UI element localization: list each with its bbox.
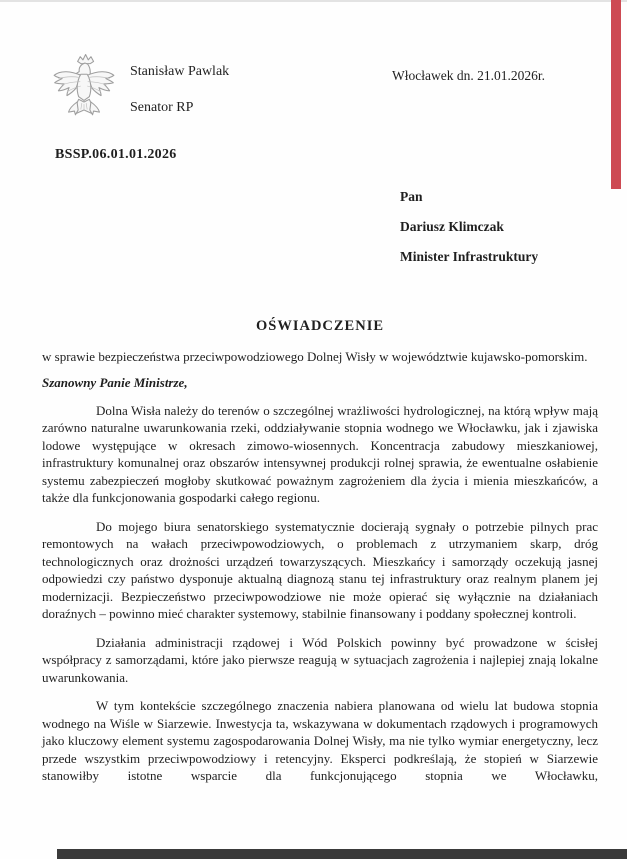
recipient-name: Dariusz Klimczak xyxy=(400,219,504,234)
recipient-salutation: Pan xyxy=(400,189,423,204)
scan-top-edge-line xyxy=(0,0,627,2)
polish-eagle-emblem-icon xyxy=(52,52,116,136)
scan-bottom-edge-bar xyxy=(57,849,627,859)
letter-greeting: Szanowny Panie Ministrze, xyxy=(42,375,188,390)
paragraph-4: W tym kontekście szczególnego znaczenia nabiera planowana od wielu lat budowa stopnia wodnego na Wiśle w Siarzewie. Inwestycja ta, wskazywana w dokumentach rządowych i programowych jako kluczowy element systemu zagospodarowania Dolnej Wisły, ma nie tylko wymiar energetyczny, lecz przede wszystkim przeciwpowodziowy i retencyjny. Eksperci podkreślają, że stopień w Siarzewie stanowiłby istotne wsparcie dla funkcjonującego stopnia we Włocławku, xyxy=(42,698,598,783)
letter-body xyxy=(42,318,598,785)
paragraph-2: Do mojego biura senatorskiego systematycznie docierają sygnały o potrzebie pilnych prac remontowych na wałach przeciwpowodziowych, o problemach z utrzymaniem skarp, dróg technologicznych oraz drożności urządzeń towarzyszących. Mieszkańcy i samorządy oczekują jasnej odpowiedzi czy państwo dysponuje aktualną diagnozą stanu tej infrastruktury oraz realnym planem jej modernizacji. Bezpieczeństwo przeciwpowodziowe nie może opierać się wyłącznie na działaniach doraźnych – powinno mieć charakter systemowy, stabilnie finansowany i poddany społecznej kontroli. xyxy=(42,518,598,621)
red-margin-bar xyxy=(611,0,621,189)
recipient-block xyxy=(400,182,538,272)
letter-subject: w sprawie bezpieczeństwa przeciwpowodziowego Dolnej Wisły w województwie kujawsko-pomorskim. xyxy=(42,348,588,364)
letter-title: OŚWIADCZENIE xyxy=(255,318,385,334)
place-and-date: Włocławek dn. 21.01.2026r. xyxy=(392,68,545,83)
sender-name: Stanisław Pawlak xyxy=(130,64,230,79)
reference-number: BSSP.06.01.01.2026 xyxy=(55,147,177,162)
paragraph-1: Dolna Wisła należy do terenów o szczególnej wrażliwości hydrologicznej, na którą wpływ mają zarówno naturalne uwarunkowania rzeki, oddziaływanie stopnia wodnego we Włocławku, jak i zjawiska lodowe występujące w okresach zimowo-wiosennych. Koncentracja zabudowy mieszkaniowej, infrastruktury komunalnej oraz obszarów intensywnej produkcji rolnej sprawia, że ewentualne osłabienie systemu zabezpieczeń mogłoby skutkować poważnym zagrożeniem dla życia i mienia mieszkańców, a także dla funkcjonowania gospodarki całego regionu. xyxy=(42,402,598,505)
sender-title: Senator RP xyxy=(130,100,194,115)
recipient-position: Minister Infrastruktury xyxy=(400,249,539,264)
paragraph-3: Działania administracji rządowej i Wód Polskich powinny być prowadzone w ścisłej współpracy z samorządami, które jako pierwsze reagują w sytuacjach zagrożenia i najlepiej znają lokalne uwarunkowania. xyxy=(42,634,598,685)
